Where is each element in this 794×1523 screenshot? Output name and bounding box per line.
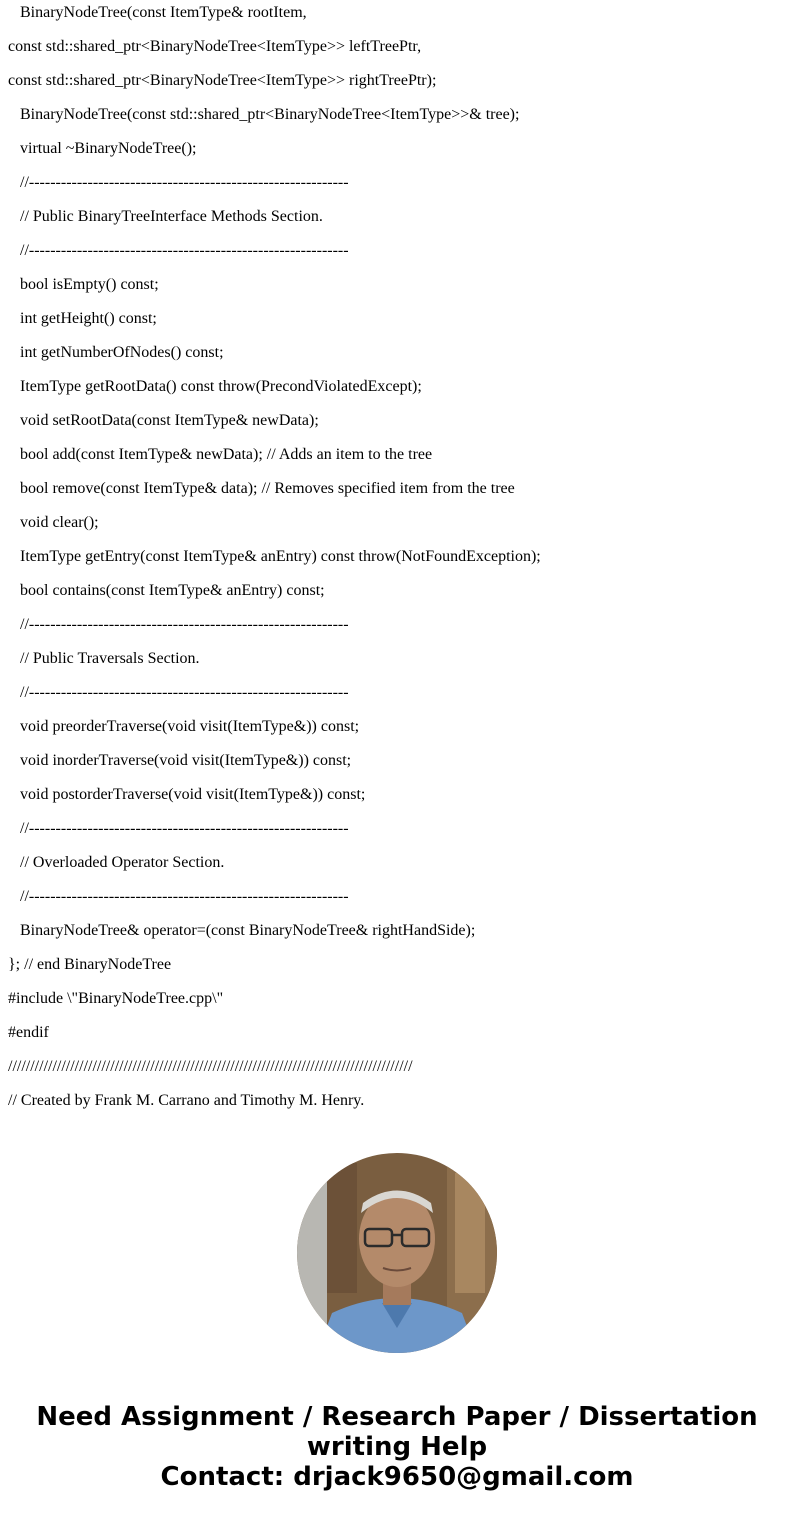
code-line: bool remove(const ItemType& data); // Removes specified item from the tree xyxy=(8,480,515,497)
promo-headline: Need Assignment / Research Paper / Dissertation xyxy=(36,1402,758,1432)
code-line: ItemType getRootData() const throw(PrecondViolatedExcept); xyxy=(8,378,422,395)
code-line: void preorderTraverse(void visit(ItemType&)) const; xyxy=(8,718,360,735)
promo-contact: Contact: drjack9650@gmail.com xyxy=(160,1462,634,1492)
code-line: ItemType getEntry(const ItemType& anEntry) const throw(NotFoundException); xyxy=(8,548,541,565)
code-line: //------------------------------------------------------------ xyxy=(8,820,349,837)
code-line: BinaryNodeTree(const ItemType& rootItem, xyxy=(8,4,307,21)
code-line: // Created by Frank M. Carrano and Timothy M. Henry. xyxy=(8,1092,365,1109)
code-line: virtual ~BinaryNodeTree(); xyxy=(8,140,197,157)
code-line: BinaryNodeTree& operator=(const BinaryNodeTree& rightHandSide); xyxy=(8,922,476,939)
promo-banner xyxy=(0,1402,794,1492)
code-line: #endif xyxy=(8,1024,49,1041)
code-line: int getNumberOfNodes() const; xyxy=(8,344,224,361)
code-line: // Public BinaryTreeInterface Methods Section. xyxy=(8,208,323,225)
code-line: void inorderTraverse(void visit(ItemType&)) const; xyxy=(8,752,352,769)
code-line: }; // end BinaryNodeTree xyxy=(8,956,172,973)
code-line: bool contains(const ItemType& anEntry) const; xyxy=(8,582,325,599)
code-line: const std::shared_ptr<BinaryNodeTree<ItemType>> leftTreePtr, xyxy=(8,38,422,55)
code-line: // Public Traversals Section. xyxy=(8,650,200,667)
code-line: void clear(); xyxy=(8,514,99,531)
portrait-image xyxy=(297,1153,497,1353)
code-line: void postorderTraverse(void visit(ItemType&)) const; xyxy=(8,786,366,803)
code-line: //------------------------------------------------------------ xyxy=(8,242,349,259)
code-line: #include \"BinaryNodeTree.cpp\" xyxy=(8,990,224,1007)
code-line: //------------------------------------------------------------ xyxy=(8,684,349,701)
code-line: //------------------------------------------------------------ xyxy=(8,888,349,905)
code-line: const std::shared_ptr<BinaryNodeTree<ItemType>> rightTreePtr); xyxy=(8,72,437,89)
promo-subheadline: writing Help xyxy=(306,1432,488,1462)
code-line: void setRootData(const ItemType& newData); xyxy=(8,412,319,429)
code-line: //------------------------------------------------------------ xyxy=(8,174,349,191)
code-line: /////////////////////////////////////////////////////////////////////////////////////////// xyxy=(8,1058,413,1075)
code-line: int getHeight() const; xyxy=(8,310,157,327)
code-line: bool add(const ItemType& newData); // Adds an item to the tree xyxy=(8,446,433,463)
code-line: //------------------------------------------------------------ xyxy=(8,616,349,633)
author-photo xyxy=(297,1153,497,1353)
code-line: BinaryNodeTree(const std::shared_ptr<BinaryNodeTree<ItemType>>& tree); xyxy=(8,106,520,123)
code-line: // Overloaded Operator Section. xyxy=(8,854,225,871)
code-line: bool isEmpty() const; xyxy=(8,276,159,293)
code-listing xyxy=(8,0,788,1122)
